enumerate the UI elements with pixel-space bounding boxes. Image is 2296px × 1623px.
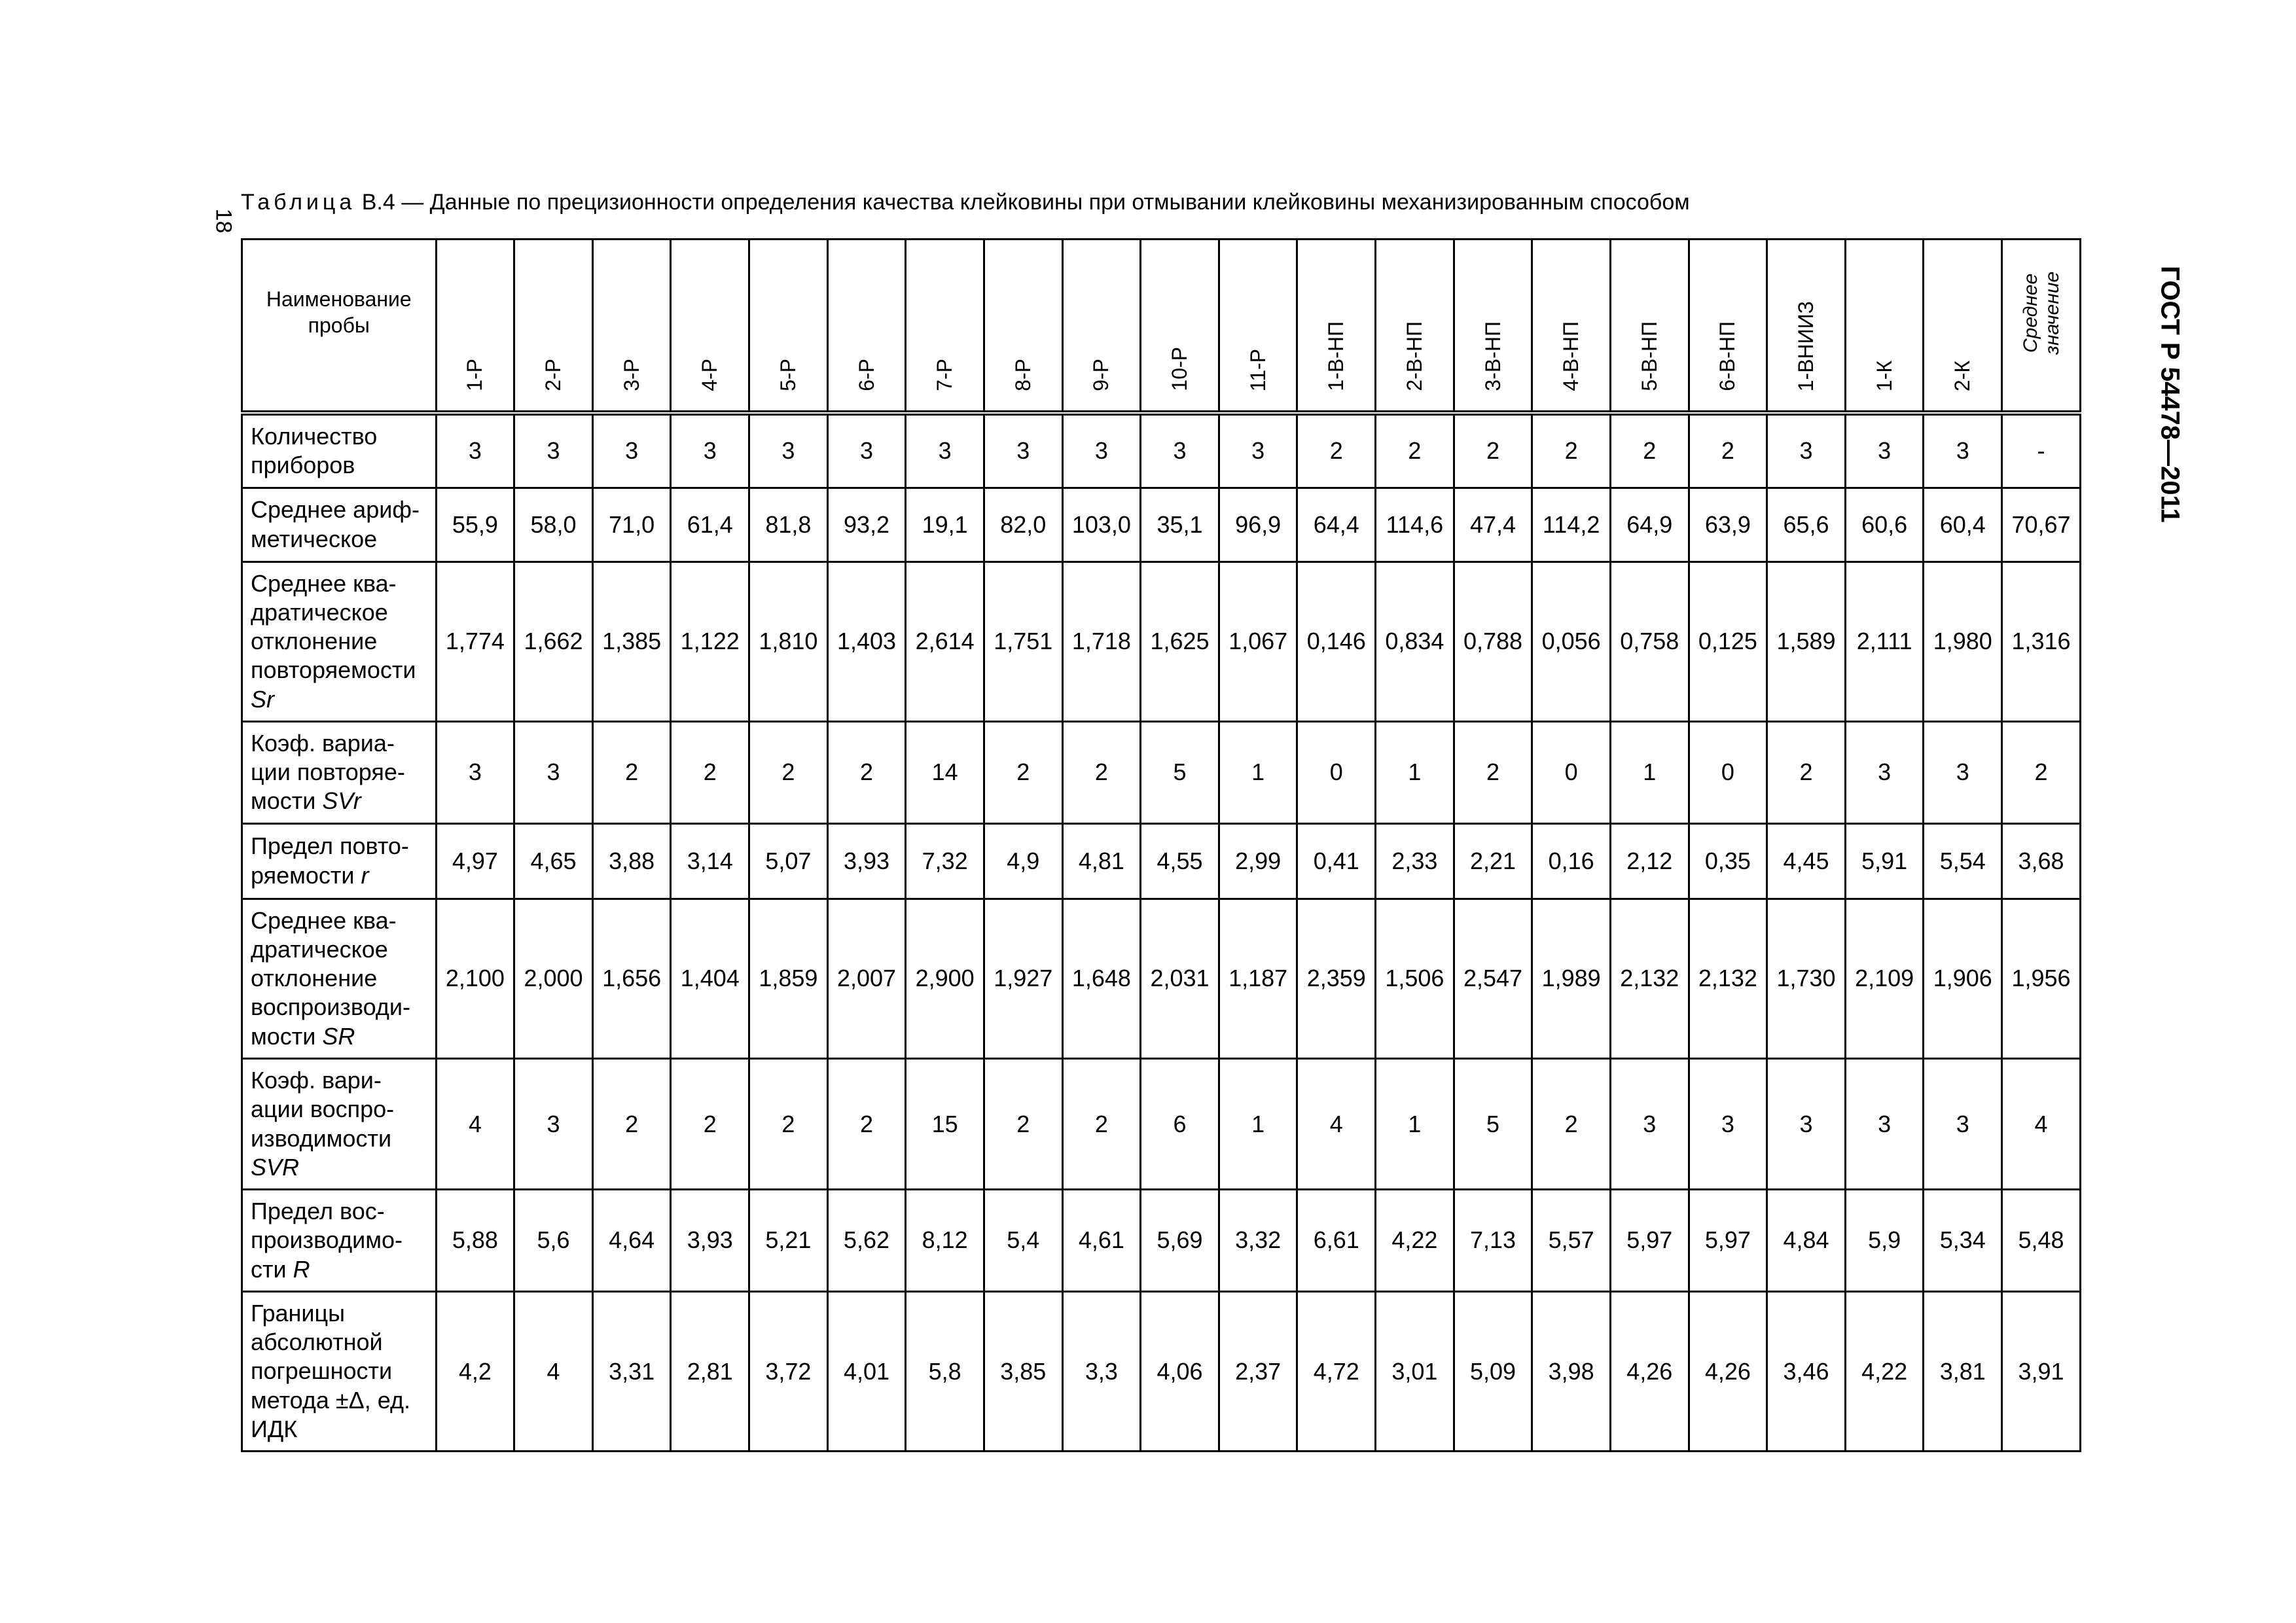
column-header — [1689, 240, 1767, 414]
table-header-row — [242, 240, 2081, 414]
table-row — [242, 823, 2081, 899]
page-number: 18 — [211, 208, 236, 234]
table-cell: 3 — [1924, 413, 2002, 488]
table-cell: 2,547 — [1454, 899, 1532, 1058]
row-label-symbol: SVr — [322, 787, 361, 815]
table-cell: 1 — [1376, 721, 1454, 823]
row-label — [242, 1291, 437, 1451]
table-cell: 5,62 — [827, 1190, 906, 1292]
table-cell: 3 — [1845, 721, 1924, 823]
table-cell: 114,6 — [1376, 488, 1454, 562]
row-label-text: Количество приборов — [251, 423, 378, 479]
table-cell: 1,648 — [1062, 899, 1141, 1058]
table-cell: 0,35 — [1689, 823, 1767, 899]
table-cell: 5,8 — [906, 1291, 984, 1451]
table-cell: 4,26 — [1610, 1291, 1689, 1451]
table-cell: 2 — [984, 721, 1062, 823]
row-label-text: Среднее ариф-метическое — [251, 496, 420, 552]
table-cell: 2 — [671, 1058, 749, 1189]
table-cell: 2,000 — [514, 899, 593, 1058]
column-header — [1219, 240, 1297, 414]
table-cell: 8,12 — [906, 1190, 984, 1292]
table-row — [242, 1190, 2081, 1292]
row-label — [242, 721, 437, 823]
column-header-label: 11-Р — [1246, 348, 1270, 391]
table-cell: 2 — [2002, 721, 2081, 823]
table-row — [242, 721, 2081, 823]
table-cell: 2,81 — [671, 1291, 749, 1451]
table-cell: 47,4 — [1454, 488, 1532, 562]
table-cell: 71,0 — [592, 488, 671, 562]
row-label-text: Коэф. вари-ации воспро-изводимости — [251, 1066, 395, 1152]
table-cell: 60,4 — [1924, 488, 2002, 562]
table-cell: 1,774 — [436, 562, 514, 721]
column-header-label: 1-К — [1872, 360, 1896, 391]
table-cell: 5,9 — [1845, 1190, 1924, 1292]
table-cell: 3 — [514, 1058, 593, 1189]
table-cell: 5,97 — [1610, 1190, 1689, 1292]
table-cell: 5,69 — [1141, 1190, 1219, 1292]
column-header — [1767, 240, 1846, 414]
table-cell: 0,125 — [1689, 562, 1767, 721]
table-cell: 1,662 — [514, 562, 593, 721]
table-cell: 2 — [1532, 1058, 1611, 1189]
table-cell: 1,316 — [2002, 562, 2081, 721]
table-cell: 3 — [1845, 413, 1924, 488]
table-cell: 3 — [436, 413, 514, 488]
table-cell: 4 — [514, 1291, 593, 1451]
column-header — [1532, 240, 1611, 414]
column-header-label: 6-В-НП — [1715, 321, 1740, 391]
table-cell: 1 — [1219, 721, 1297, 823]
table-cell: 4,84 — [1767, 1190, 1846, 1292]
table-cell: 82,0 — [984, 488, 1062, 562]
table-cell: 2 — [984, 1058, 1062, 1189]
table-cell: 2,111 — [1845, 562, 1924, 721]
table-cell: 2,33 — [1376, 823, 1454, 899]
table-cell: 3,81 — [1924, 1291, 2002, 1451]
table-cell: 5,91 — [1845, 823, 1924, 899]
table-cell: 2 — [1297, 413, 1376, 488]
column-header — [2002, 240, 2081, 414]
table-cell: 2 — [1532, 413, 1611, 488]
caption-text: В.4 — Данные по прецизионности определения качества клейковины при отмывании клейковины механизированным способом — [355, 190, 1690, 215]
column-header — [1454, 240, 1532, 414]
row-label-text: Среднее ква-дратическое отклонение повторяемости — [251, 569, 416, 684]
table-cell: 3 — [1767, 1058, 1846, 1189]
table-cell: 1 — [1610, 721, 1689, 823]
table-cell: 5,07 — [749, 823, 828, 899]
row-label — [242, 413, 437, 488]
table-cell: 4,22 — [1845, 1291, 1924, 1451]
table-cell: 3 — [514, 413, 593, 488]
table-cell: 93,2 — [827, 488, 906, 562]
table-cell: 3 — [827, 413, 906, 488]
table-cell: 4,2 — [436, 1291, 514, 1451]
table-cell: 5,48 — [2002, 1190, 2081, 1292]
table-cell: 3,88 — [592, 823, 671, 899]
table-cell: 6,61 — [1297, 1190, 1376, 1292]
table-row — [242, 899, 2081, 1058]
column-header-label: 3-Р — [619, 359, 643, 391]
table-cell: 61,4 — [671, 488, 749, 562]
table-row — [242, 413, 2081, 488]
column-header-label: 5-Р — [776, 359, 800, 391]
table-row — [242, 562, 2081, 721]
table-cell: 2 — [1767, 721, 1846, 823]
row-label — [242, 1190, 437, 1292]
column-header-label: 2-Р — [541, 359, 565, 391]
table-cell: 4,9 — [984, 823, 1062, 899]
table-cell: 3 — [1141, 413, 1219, 488]
table-cell: 2,359 — [1297, 899, 1376, 1058]
table-cell: 1,751 — [984, 562, 1062, 721]
table-cell: 0 — [1689, 721, 1767, 823]
table-cell: 1,589 — [1767, 562, 1846, 721]
table-cell: 0 — [1297, 721, 1376, 823]
table-cell: 0,146 — [1297, 562, 1376, 721]
table-cell: 1,730 — [1767, 899, 1846, 1058]
table-cell: 2,007 — [827, 899, 906, 1058]
table-cell: 1 — [1376, 1058, 1454, 1189]
table-cell: 0,834 — [1376, 562, 1454, 721]
table-cell: 64,4 — [1297, 488, 1376, 562]
table-cell: 70,67 — [2002, 488, 2081, 562]
table-cell: 7,32 — [906, 823, 984, 899]
table-cell: 4,45 — [1767, 823, 1846, 899]
table-cell: 15 — [906, 1058, 984, 1189]
table-cell: 3 — [671, 413, 749, 488]
table-cell: 55,9 — [436, 488, 514, 562]
table-cell: 1 — [1219, 1058, 1297, 1189]
table-cell: 81,8 — [749, 488, 828, 562]
column-header-label: 8-Р — [1011, 359, 1035, 391]
table-cell: 2 — [1062, 721, 1141, 823]
table-cell: 3,93 — [671, 1190, 749, 1292]
table-cell: 5,4 — [984, 1190, 1062, 1292]
table-cell: 3 — [1845, 1058, 1924, 1189]
table-cell: 4,55 — [1141, 823, 1219, 899]
table-cell: 2 — [592, 721, 671, 823]
table-cell: 2 — [827, 1058, 906, 1189]
column-header — [1610, 240, 1689, 414]
table-cell: 1,067 — [1219, 562, 1297, 721]
table-cell: 2 — [1376, 413, 1454, 488]
table-cell: 1,403 — [827, 562, 906, 721]
row-label-symbol: SVR — [251, 1153, 300, 1181]
table-cell: 4,72 — [1297, 1291, 1376, 1451]
table-cell: 6 — [1141, 1058, 1219, 1189]
table-cell: 3 — [1924, 721, 2002, 823]
table-cell: 3 — [592, 413, 671, 488]
column-header-label: 5-В-НП — [1637, 321, 1661, 391]
sample-name-header: Наименование пробы — [242, 240, 437, 414]
table-cell: 4,01 — [827, 1291, 906, 1451]
table-cell: 3 — [1610, 1058, 1689, 1189]
column-header-label: 2-В-НП — [1402, 321, 1426, 391]
table-cell: 3 — [984, 413, 1062, 488]
row-label-symbol: Sr — [251, 685, 274, 713]
row-label-symbol: r — [361, 861, 369, 889]
table-cell: 2,031 — [1141, 899, 1219, 1058]
table-cell: 2,132 — [1689, 899, 1767, 1058]
table-cell: 4,65 — [514, 823, 593, 899]
table-cell: 1,906 — [1924, 899, 2002, 1058]
table-cell: 5,09 — [1454, 1291, 1532, 1451]
table-cell: 0,056 — [1532, 562, 1611, 721]
table-cell: 1,927 — [984, 899, 1062, 1058]
row-label-symbol: R — [293, 1255, 310, 1283]
column-header-label: 3-В-НП — [1480, 321, 1505, 391]
column-header-label: 10-Р — [1168, 347, 1192, 391]
column-header-label: 1-ВНИИЗ — [1794, 300, 1818, 391]
column-header — [1297, 240, 1376, 414]
table-cell: 2 — [1610, 413, 1689, 488]
table-cell: 63,9 — [1689, 488, 1767, 562]
table-cell: 2,37 — [1219, 1291, 1297, 1451]
column-header — [1924, 240, 2002, 414]
document-id: ГОСТ Р 54478—2011 — [2155, 266, 2185, 523]
table-row — [242, 1291, 2081, 1451]
table-cell: 0,41 — [1297, 823, 1376, 899]
table-cell: 4,64 — [592, 1190, 671, 1292]
table-cell: 1,718 — [1062, 562, 1141, 721]
table-cell: 2,12 — [1610, 823, 1689, 899]
table-cell: 1,122 — [671, 562, 749, 721]
table-cell: 114,2 — [1532, 488, 1611, 562]
table-cell: 3,91 — [2002, 1291, 2081, 1451]
column-header — [514, 240, 593, 414]
table-cell: 3 — [436, 721, 514, 823]
table-cell: 2 — [749, 1058, 828, 1189]
row-label — [242, 1058, 437, 1189]
column-header — [1376, 240, 1454, 414]
table-cell: 35,1 — [1141, 488, 1219, 562]
table-cell: 4 — [436, 1058, 514, 1189]
column-header — [827, 240, 906, 414]
table-cell: 3,98 — [1532, 1291, 1611, 1451]
column-header-label: 4-Р — [698, 359, 722, 391]
table-cell: 5,57 — [1532, 1190, 1611, 1292]
table-cell: 0,16 — [1532, 823, 1611, 899]
table-cell: - — [2002, 413, 2081, 488]
column-header — [1845, 240, 1924, 414]
column-header-label: 7-Р — [933, 359, 957, 391]
table-cell: 3,68 — [2002, 823, 2081, 899]
caption-lead: Таблица — [241, 190, 356, 215]
table-cell: 3 — [1767, 413, 1846, 488]
column-header-label: Среднее значение — [2019, 271, 2063, 355]
table-cell: 14 — [906, 721, 984, 823]
table-cell: 7,13 — [1454, 1190, 1532, 1292]
table-cell: 1,810 — [749, 562, 828, 721]
table-cell: 19,1 — [906, 488, 984, 562]
row-label-text: Среднее ква-дратическое отклонение воспроизводи-мости — [251, 906, 410, 1050]
column-header-label: 4-В-НП — [1559, 321, 1583, 391]
row-label-text: Предел повто-ряемости — [251, 832, 409, 889]
table-cell: 3,01 — [1376, 1291, 1454, 1451]
table-cell: 5,54 — [1924, 823, 2002, 899]
table-cell: 5 — [1141, 721, 1219, 823]
column-header-label: 6-Р — [854, 359, 878, 391]
column-header — [592, 240, 671, 414]
table-row — [242, 1058, 2081, 1189]
table-cell: 0,758 — [1610, 562, 1689, 721]
table-cell: 0,788 — [1454, 562, 1532, 721]
table-cell: 3 — [514, 721, 593, 823]
row-label — [242, 562, 437, 721]
table-cell: 2 — [749, 721, 828, 823]
table-cell: 1,385 — [592, 562, 671, 721]
table-cell: 3 — [906, 413, 984, 488]
table-cell: 3,14 — [671, 823, 749, 899]
table-cell: 1,506 — [1376, 899, 1454, 1058]
table-cell: 4,22 — [1376, 1190, 1454, 1292]
table-cell: 3 — [1924, 1058, 2002, 1189]
table-cell: 96,9 — [1219, 488, 1297, 562]
row-label — [242, 488, 437, 562]
table-cell: 1,859 — [749, 899, 828, 1058]
table-cell: 1,187 — [1219, 899, 1297, 1058]
column-header — [671, 240, 749, 414]
table-cell: 5,21 — [749, 1190, 828, 1292]
table-cell: 1,989 — [1532, 899, 1611, 1058]
table-cell: 2,614 — [906, 562, 984, 721]
table-cell: 2 — [671, 721, 749, 823]
table-cell: 3,3 — [1062, 1291, 1141, 1451]
table-row — [242, 488, 2081, 562]
column-header-label: 1-В-НП — [1324, 321, 1348, 391]
column-header-label: 1-Р — [463, 359, 487, 391]
table-cell: 4,61 — [1062, 1190, 1141, 1292]
row-label-text: Предел вос-производимо-сти — [251, 1198, 403, 1283]
row-label-text: Границы абсолютной погрешности метода ±Δ, ед. ИДК — [251, 1299, 410, 1442]
table-cell: 1,656 — [592, 899, 671, 1058]
table-cell: 4,81 — [1062, 823, 1141, 899]
table-cell: 4,06 — [1141, 1291, 1219, 1451]
column-header — [436, 240, 514, 414]
table-cell: 1,404 — [671, 899, 749, 1058]
column-header — [906, 240, 984, 414]
table-cell: 2,21 — [1454, 823, 1532, 899]
table-cell: 2 — [1454, 721, 1532, 823]
row-label — [242, 823, 437, 899]
table-cell: 2 — [1689, 413, 1767, 488]
table-cell: 4,26 — [1689, 1291, 1767, 1451]
table-cell: 4 — [1297, 1058, 1376, 1189]
table-cell: 3,32 — [1219, 1190, 1297, 1292]
row-label-symbol: SR — [322, 1022, 355, 1050]
table-cell: 2,900 — [906, 899, 984, 1058]
table-cell: 4,97 — [436, 823, 514, 899]
table-cell: 3 — [1689, 1058, 1767, 1189]
column-header — [1062, 240, 1141, 414]
table-cell: 3,46 — [1767, 1291, 1846, 1451]
table-cell: 1,625 — [1141, 562, 1219, 721]
table-cell: 0 — [1532, 721, 1611, 823]
column-header — [984, 240, 1062, 414]
column-header — [1141, 240, 1219, 414]
table-cell: 1,956 — [2002, 899, 2081, 1058]
table-cell: 2,132 — [1610, 899, 1689, 1058]
table-cell: 5,34 — [1924, 1190, 2002, 1292]
table-cell: 1,980 — [1924, 562, 2002, 721]
table-cell: 2,100 — [436, 899, 514, 1058]
table-cell: 64,9 — [1610, 488, 1689, 562]
table-cell: 3,93 — [827, 823, 906, 899]
table-cell: 5 — [1454, 1058, 1532, 1189]
table-cell: 2 — [827, 721, 906, 823]
table-cell: 2 — [592, 1058, 671, 1189]
table-cell: 5,6 — [514, 1190, 593, 1292]
column-header-label: 2-К — [1950, 360, 1975, 391]
column-header — [749, 240, 828, 414]
precision-data-table — [241, 238, 2081, 1452]
table-cell: 2,109 — [1845, 899, 1924, 1058]
table-cell: 5,88 — [436, 1190, 514, 1292]
table-cell: 58,0 — [514, 488, 593, 562]
table-cell: 3,31 — [592, 1291, 671, 1451]
table-cell: 2 — [1062, 1058, 1141, 1189]
table-cell: 3 — [1219, 413, 1297, 488]
row-label-text: Коэф. вариа-ции повторяе-мости — [251, 729, 405, 815]
table-cell: 4 — [2002, 1058, 2081, 1189]
row-label — [242, 899, 437, 1058]
table-cell: 65,6 — [1767, 488, 1846, 562]
table-cell: 3,85 — [984, 1291, 1062, 1451]
table-cell: 2,99 — [1219, 823, 1297, 899]
table-cell: 3 — [749, 413, 828, 488]
table-cell: 103,0 — [1062, 488, 1141, 562]
column-header-label: 9-Р — [1089, 359, 1113, 391]
table-cell: 5,97 — [1689, 1190, 1767, 1292]
table-cell: 60,6 — [1845, 488, 1924, 562]
table-cell: 3,72 — [749, 1291, 828, 1451]
table-cell: 2 — [1454, 413, 1532, 488]
table-caption — [241, 190, 1690, 215]
table-cell: 3 — [1062, 413, 1141, 488]
